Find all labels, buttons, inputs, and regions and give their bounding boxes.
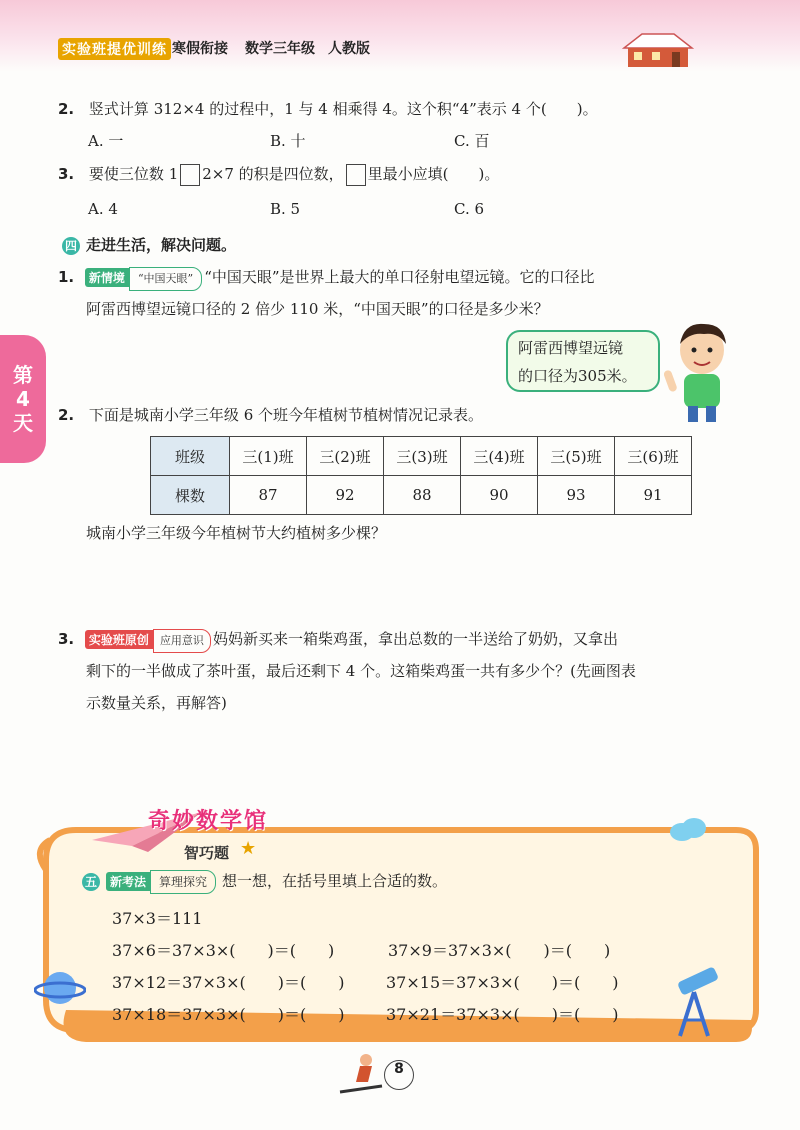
blank-box[interactable] bbox=[180, 164, 200, 186]
table-row bbox=[151, 476, 692, 515]
skier-icon bbox=[338, 1052, 384, 1096]
table-header-cell: 棵数 bbox=[151, 476, 230, 515]
bubble-text: 阿雷西博望远镜 bbox=[518, 339, 624, 357]
problem-1-line2: 阿雷西博望远镜口径的 2 倍少 110 米，“中国天眼”的口径是多少米？ bbox=[86, 300, 549, 318]
class-cell: 三(2)班 bbox=[307, 437, 384, 476]
count-cell: 87 bbox=[230, 476, 307, 515]
telescope-icon bbox=[664, 964, 728, 1038]
question-text: 里最小应填( )。 bbox=[367, 165, 500, 183]
header-edition: 人教版 bbox=[328, 41, 370, 57]
side-tab-char: 天 bbox=[13, 411, 33, 435]
class-cell: 三(6)班 bbox=[615, 437, 692, 476]
question-text: 竖式计算 312×4 的过程中，1 与 4 相乘得 4。这个积“4”表示 4 个( )。 bbox=[88, 100, 598, 118]
problem-3-line2: 剩下的一半做成了茶叶蛋，最后还剩下 4 个。这箱柴鸡蛋一共有多少个？(先画图表 bbox=[86, 662, 636, 680]
class-cell: 三(5)班 bbox=[538, 437, 615, 476]
class-cell: 三(1)班 bbox=[230, 437, 307, 476]
problem-text: 下面是城南小学三年级 6 个班今年植树节植树情况记录表。 bbox=[88, 406, 484, 424]
museum-instruction-row bbox=[82, 870, 447, 894]
problem-text: 妈妈新买来一箱柴鸡蛋，拿出总数的一半送给了奶奶，又拿出 bbox=[212, 630, 618, 648]
formula: 37×15＝37×3×( )＝( ) bbox=[386, 973, 619, 992]
problem-1 bbox=[58, 266, 595, 291]
option-a: A. 4 bbox=[88, 200, 118, 218]
formula: 37×9＝37×3×( )＝( ) bbox=[388, 941, 611, 960]
question-3 bbox=[58, 163, 499, 186]
count-cell: 92 bbox=[307, 476, 384, 515]
count-cell: 93 bbox=[538, 476, 615, 515]
section-badge: 五 bbox=[82, 873, 100, 891]
option-b: B. 十 bbox=[270, 132, 306, 150]
new-context-tag: 新情境 bbox=[85, 268, 129, 287]
section-title: 走进生活，解决问题。 bbox=[86, 236, 237, 254]
formula: 37×21＝37×3×( )＝( ) bbox=[386, 1005, 619, 1024]
bubble-text: 的口径为305米。 bbox=[518, 367, 637, 385]
side-tab-char: 4 bbox=[16, 387, 30, 411]
page-number: 8 bbox=[384, 1060, 414, 1090]
problem-3-line3: 示数量关系，再解答) bbox=[86, 694, 227, 712]
question-number: 3. bbox=[58, 165, 75, 183]
problem-number: 2. bbox=[58, 406, 75, 424]
context-topic-tag: “中国天眼” bbox=[129, 267, 202, 291]
cloud-icon bbox=[668, 816, 708, 842]
problem-2-question: 城南小学三年级今年植树节大约植树多少棵？ bbox=[86, 524, 387, 542]
table-row bbox=[151, 437, 692, 476]
skill-tag: 应用意识 bbox=[153, 629, 211, 653]
formula: 37×12＝37×3×( )＝( ) bbox=[112, 973, 345, 992]
question-number: 2. bbox=[58, 100, 75, 118]
option-c: C. 百 bbox=[454, 132, 490, 150]
question-2 bbox=[58, 98, 598, 120]
star-icon: ★ bbox=[240, 838, 257, 859]
option-a: A. 一 bbox=[88, 132, 124, 150]
formula: 37×18＝37×3×( )＝( ) bbox=[112, 1005, 345, 1024]
header-subject: 数学三年级 bbox=[245, 41, 315, 57]
option-b: B. 5 bbox=[270, 200, 301, 218]
boy-illustration-icon bbox=[664, 320, 740, 424]
method-topic-tag: 算理探究 bbox=[150, 870, 216, 894]
day-side-tab bbox=[0, 335, 46, 463]
count-cell: 91 bbox=[615, 476, 692, 515]
formula: 37×6＝37×3×( )＝( ) bbox=[112, 941, 335, 960]
count-cell: 90 bbox=[461, 476, 538, 515]
class-cell: 三(3)班 bbox=[384, 437, 461, 476]
instruction-text: 想一想，在括号里填上合适的数。 bbox=[222, 872, 448, 890]
blank-box[interactable] bbox=[346, 164, 366, 186]
header-tag: 实验班提优训练 bbox=[58, 38, 171, 60]
section-4-heading bbox=[62, 234, 236, 256]
formula: 37×3＝111 bbox=[112, 909, 203, 928]
tree-planting-table bbox=[150, 436, 692, 515]
count-cell: 88 bbox=[384, 476, 461, 515]
speech-bubble bbox=[506, 330, 660, 392]
museum-subtitle: 智巧题 bbox=[184, 844, 230, 862]
problem-number: 1. bbox=[58, 268, 75, 286]
original-tag: 实验班原创 bbox=[85, 630, 153, 649]
problem-text: “中国天眼”是世界上最大的单口径射电望远镜。它的口径比 bbox=[204, 268, 595, 286]
class-cell: 三(4)班 bbox=[461, 437, 538, 476]
planet-icon bbox=[34, 966, 86, 1010]
side-tab-char: 第 bbox=[13, 363, 33, 387]
table-header-cell: 班级 bbox=[151, 437, 230, 476]
new-method-tag: 新考法 bbox=[106, 872, 150, 891]
problem-2 bbox=[58, 404, 483, 426]
house-icon bbox=[622, 30, 694, 68]
problem-3 bbox=[58, 628, 618, 653]
header-subtitle: 寒假衔接 bbox=[172, 41, 228, 57]
museum-banner: 奇妙数学馆 bbox=[148, 809, 269, 834]
problem-number: 3. bbox=[58, 630, 75, 648]
option-c: C. 6 bbox=[454, 200, 485, 218]
question-text: 要使三位数 1 bbox=[88, 165, 179, 183]
question-text: 2×7 的积是四位数， bbox=[202, 165, 344, 183]
section-badge: 四 bbox=[62, 237, 80, 255]
